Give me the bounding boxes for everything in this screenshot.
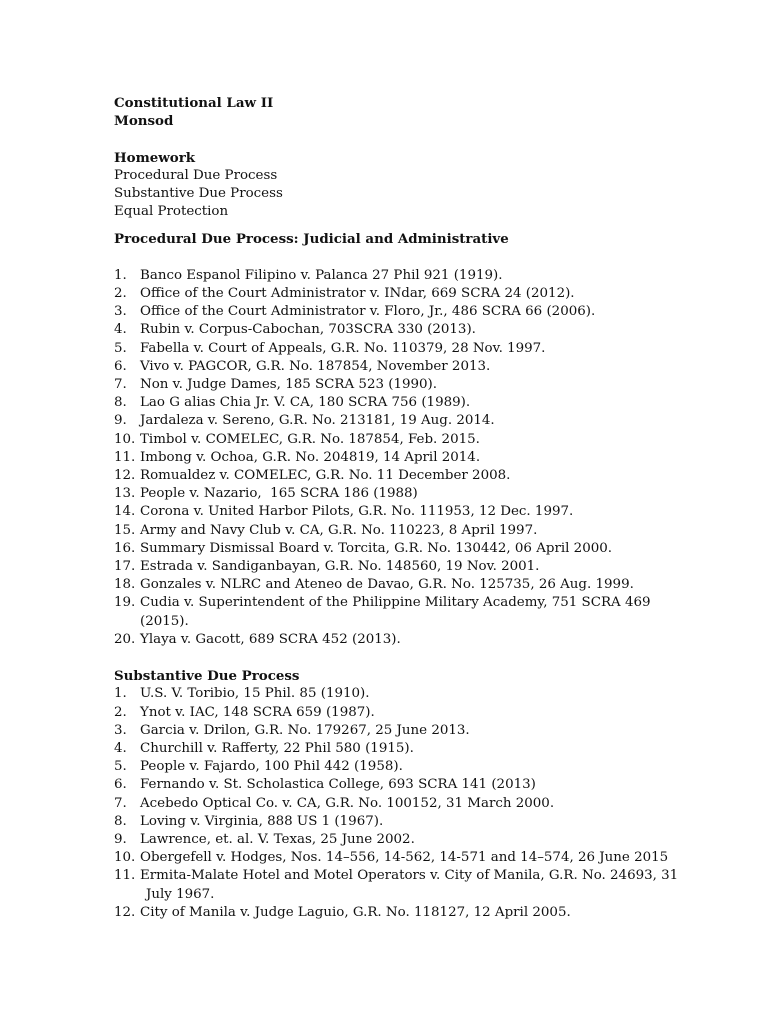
list-item: 12. Romualdez v. COMELEC, G.R. No. 11 December 2008. xyxy=(114,468,511,484)
document-page xyxy=(114,94,754,922)
list-item: 7. Non v. Judge Dames, 185 SCRA 523 (1990). xyxy=(114,377,438,393)
substantive-heading: Substantive Due Process xyxy=(114,668,300,685)
list-item: 6. Fernando v. St. Scholastica College, 693 SCRA 141 (2013) xyxy=(114,777,536,793)
list-item: 17. Estrada v. Sandiganbayan, G.R. No. 148560, 19 Nov. 2001. xyxy=(114,559,540,575)
list-item: 11. Ermita-Malate Hotel and Motel Operators v. City of Manila, G.R. No. 24693, 31 xyxy=(114,868,679,884)
list-item: 4. Rubin v. Corpus-Cabochan, 703SCRA 330 (2013). xyxy=(114,322,476,338)
procedural-heading: Procedural Due Process: Judicial and Administrative xyxy=(114,231,509,248)
list-item: 6. Vivo v. PAGCOR, G.R. No. 187854, November 2013. xyxy=(114,358,491,374)
list-item: 12. City of Manila v. Judge Laguio, G.R. No. 118127, 12 April 2005. xyxy=(114,904,571,920)
homework-topic: Substantive Due Process xyxy=(114,186,283,201)
list-item: 7. Acebedo Optical Co. v. CA, G.R. No. 100152, 31 March 2000. xyxy=(114,795,555,811)
list-item: 10. Timbol v. COMELEC, G.R. No. 187854, Feb. 2015. xyxy=(114,431,480,447)
list-item-continuation: (2015). xyxy=(140,613,189,629)
list-item: 3. Garcia v. Drilon, G.R. No. 179267, 25 June 2013. xyxy=(114,722,470,738)
list-item: 11. Imbong v. Ochoa, G.R. No. 204819, 14 April 2014. xyxy=(114,449,481,465)
list-item: 5. Fabella v. Court of Appeals, G.R. No. 110379, 28 Nov. 1997. xyxy=(114,340,546,356)
list-item: 2. Office of the Court Administrator v. INdar, 669 SCRA 24 (2012). xyxy=(114,286,575,301)
homework-heading: Homework xyxy=(114,149,196,166)
list-item: 9. Jardaleza v. Sereno, G.R. No. 213181, 19 Aug. 2014. xyxy=(114,413,495,429)
list-item: 1. U.S. V. Toribio, 15 Phil. 85 (1910). xyxy=(114,686,370,702)
list-item: 9. Lawrence, et. al. V. Texas, 25 June 2002. xyxy=(114,832,415,848)
list-item: 13. People v. Nazario, 165 SCRA 186 (1988) xyxy=(114,486,418,502)
homework-topic: Equal Protection xyxy=(114,204,229,220)
list-item: 4. Churchill v. Rafferty, 22 Phil 580 (1915). xyxy=(114,741,414,757)
list-item-continuation: July 1967. xyxy=(146,886,215,902)
list-item: 10. Obergefell v. Hodges, Nos. 14–556, 14-562, 14-571 and 14–574, 26 June 2015 xyxy=(114,850,669,866)
substantive-case-list xyxy=(114,685,754,922)
list-item: 15. Army and Navy Club v. CA, G.R. No. 110223, 8 April 1997. xyxy=(114,522,538,538)
list-item: 3. Office of the Court Administrator v. Floro, Jr., 486 SCRA 66 (2006). xyxy=(114,304,596,320)
list-item: 8. Loving v. Virginia, 888 US 1 (1967). xyxy=(114,813,384,829)
list-item: 18. Gonzales v. NLRC and Ateneo de Davao, G.R. No. 125735, 26 Aug. 1999. xyxy=(114,577,634,593)
list-item: 2. Ynot v. IAC, 148 SCRA 659 (1987). xyxy=(114,704,375,720)
list-item: 20. Ylaya v. Gacott, 689 SCRA 452 (2013). xyxy=(114,631,401,647)
professor-name: Monsod xyxy=(114,113,174,130)
list-item: 5. People v. Fajardo, 100 Phil 442 (1958). xyxy=(114,759,403,775)
list-item: 8. Lao G alias Chia Jr. V. CA, 180 SCRA 756 (1989). xyxy=(114,395,471,411)
list-item: 16. Summary Dismissal Board v. Torcita, G.R. No. 130442, 06 April 2000. xyxy=(114,540,613,556)
list-item: 19. Cudia v. Superintendent of the Philippine Military Academy, 751 SCRA 469 xyxy=(114,595,651,611)
homework-topic: Procedural Due Process xyxy=(114,167,278,183)
list-item: 1. Banco Espanol Filipino v. Palanca 27 Phil 921 (1919). xyxy=(114,267,503,283)
course-title: Constitutional Law II xyxy=(114,95,274,111)
list-item: 14. Corona v. United Harbor Pilots, G.R. No. 111953, 12 Dec. 1997. xyxy=(114,504,574,520)
procedural-case-list xyxy=(114,267,754,649)
